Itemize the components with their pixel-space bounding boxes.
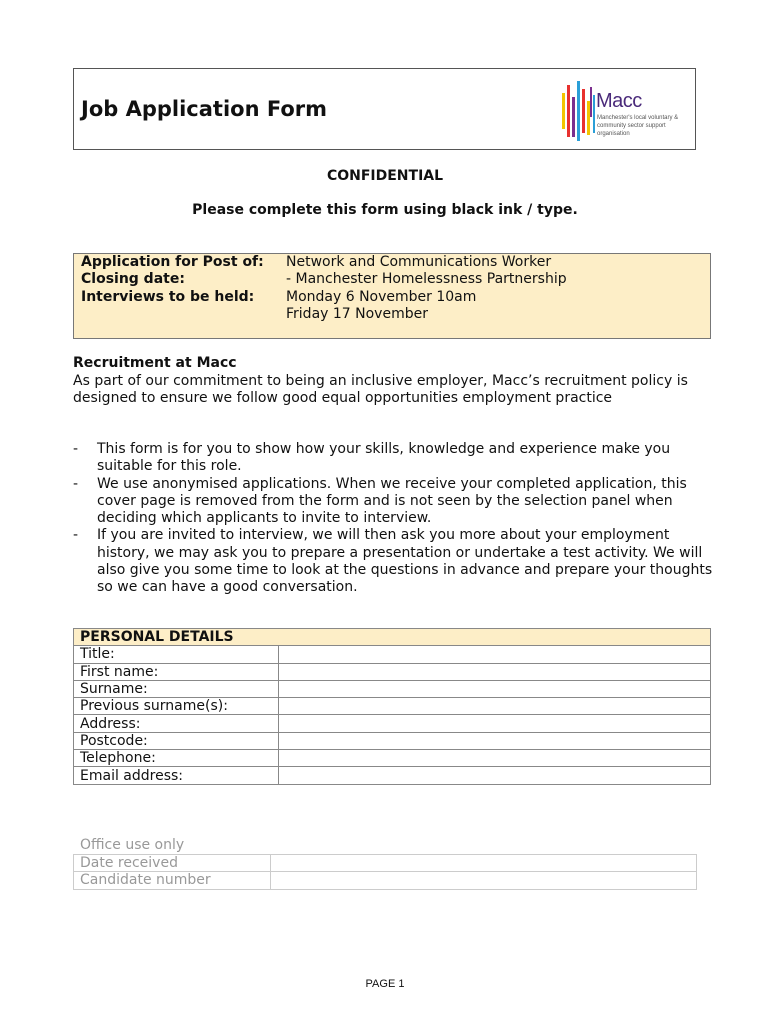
bullet-dash: -: [73, 441, 79, 457]
email-field[interactable]: [279, 767, 711, 784]
logo-bar: [587, 101, 590, 135]
previous-surname-field[interactable]: [279, 698, 711, 715]
table-row: [74, 732, 711, 749]
recruitment-intro: As part of our commitment to being an inclusive employer, Macc’s recruitment policy is designed to ensure we follow good equal opportunities employment practice: [73, 373, 688, 407]
bullet-item: [73, 441, 713, 476]
form-title: Job Application Form: [81, 97, 328, 121]
date-received-field[interactable]: [271, 855, 697, 872]
table-row: [74, 855, 697, 872]
post-partnership: - Manchester Homelessness Partnership: [286, 271, 567, 288]
logo-bar: [582, 89, 585, 133]
table-row: [74, 698, 711, 715]
table-row: [74, 872, 697, 889]
postcode-field[interactable]: [279, 732, 711, 749]
bullet-item: [73, 476, 713, 528]
table-row: [74, 767, 711, 784]
first-name-label: First name:: [74, 663, 279, 680]
recruitment-heading: Recruitment at Macc: [73, 355, 237, 371]
recruitment-bullets: [73, 441, 713, 597]
personal-details-table: [73, 628, 711, 785]
closing-date-label: Closing date:: [81, 271, 185, 288]
table-row: [74, 715, 711, 732]
header-box: [73, 68, 696, 150]
table-row: [74, 646, 711, 663]
logo-bar: [577, 81, 580, 141]
bullet-dash: -: [73, 527, 79, 544]
table-row: [74, 750, 711, 767]
post-label: Application for Post of:: [81, 254, 264, 270]
address-field[interactable]: [279, 715, 711, 732]
interviews-label: Interviews to be held:: [81, 288, 255, 305]
title-label: Title:: [74, 646, 279, 663]
address-label: Address:: [74, 715, 279, 732]
post-labels: [81, 254, 281, 306]
personal-details-heading: PERSONAL DETAILS: [74, 629, 711, 646]
confidential-heading: CONFIDENTIAL: [326, 168, 444, 184]
postcode-label: Postcode:: [74, 732, 279, 749]
title-field[interactable]: [279, 646, 711, 663]
logo-tagline: Manchester's local voluntary & community sector support organisation: [597, 115, 679, 137]
surname-field[interactable]: [279, 680, 711, 697]
post-details-box: [73, 253, 711, 339]
bullet-text: This form is for you to show how your skills, knowledge and experience make you suitable for this role.: [97, 441, 671, 475]
logo-word: Macc: [596, 90, 642, 112]
bullet-dash: -: [73, 475, 79, 492]
bullet-text: If you are invited to interview, we will then ask you more about your employment history, we may ask you to prepare a presentation or undertake a test activity. We will also give you some time to look at the questions in advance and prepare your thoughts so we can have a good conversation.: [97, 527, 713, 596]
office-use-table: [73, 854, 697, 890]
personal-details-header-row: [74, 629, 711, 646]
interviews-value: Friday 17 November: [286, 305, 428, 322]
macc-logo: [560, 81, 690, 141]
post-title: Network and Communications Worker: [286, 254, 552, 270]
instruction-text: Please complete this form using black ink / type.: [192, 202, 578, 218]
candidate-number-label: Candidate number: [74, 872, 271, 889]
page-number: PAGE 1: [365, 978, 405, 990]
bullet-text: We use anonymised applications. When we receive your completed application, this cover page is removed from the form and is not seen by the selection panel when deciding which applicants to invite to interview.: [97, 475, 687, 527]
bullet-item: [73, 527, 713, 596]
surname-label: Surname:: [74, 680, 279, 697]
telephone-label: Telephone:: [74, 750, 279, 767]
table-row: [74, 663, 711, 680]
logo-bar: [572, 97, 575, 137]
closing-date-value: Monday 6 November 10am: [286, 288, 477, 305]
logo-bars-icon: [560, 81, 596, 141]
table-row: [74, 680, 711, 697]
post-values: [286, 254, 706, 323]
first-name-field[interactable]: [279, 663, 711, 680]
telephone-field[interactable]: [279, 750, 711, 767]
candidate-number-field[interactable]: [271, 872, 697, 889]
date-received-label: Date received: [74, 855, 271, 872]
email-label: Email address:: [74, 767, 279, 784]
logo-bar: [593, 95, 595, 133]
office-use-caption: Office use only: [80, 837, 185, 853]
logo-bar: [562, 93, 565, 129]
previous-surname-label: Previous surname(s):: [74, 698, 279, 715]
logo-bar: [567, 85, 570, 137]
logo-bar: [590, 87, 592, 117]
